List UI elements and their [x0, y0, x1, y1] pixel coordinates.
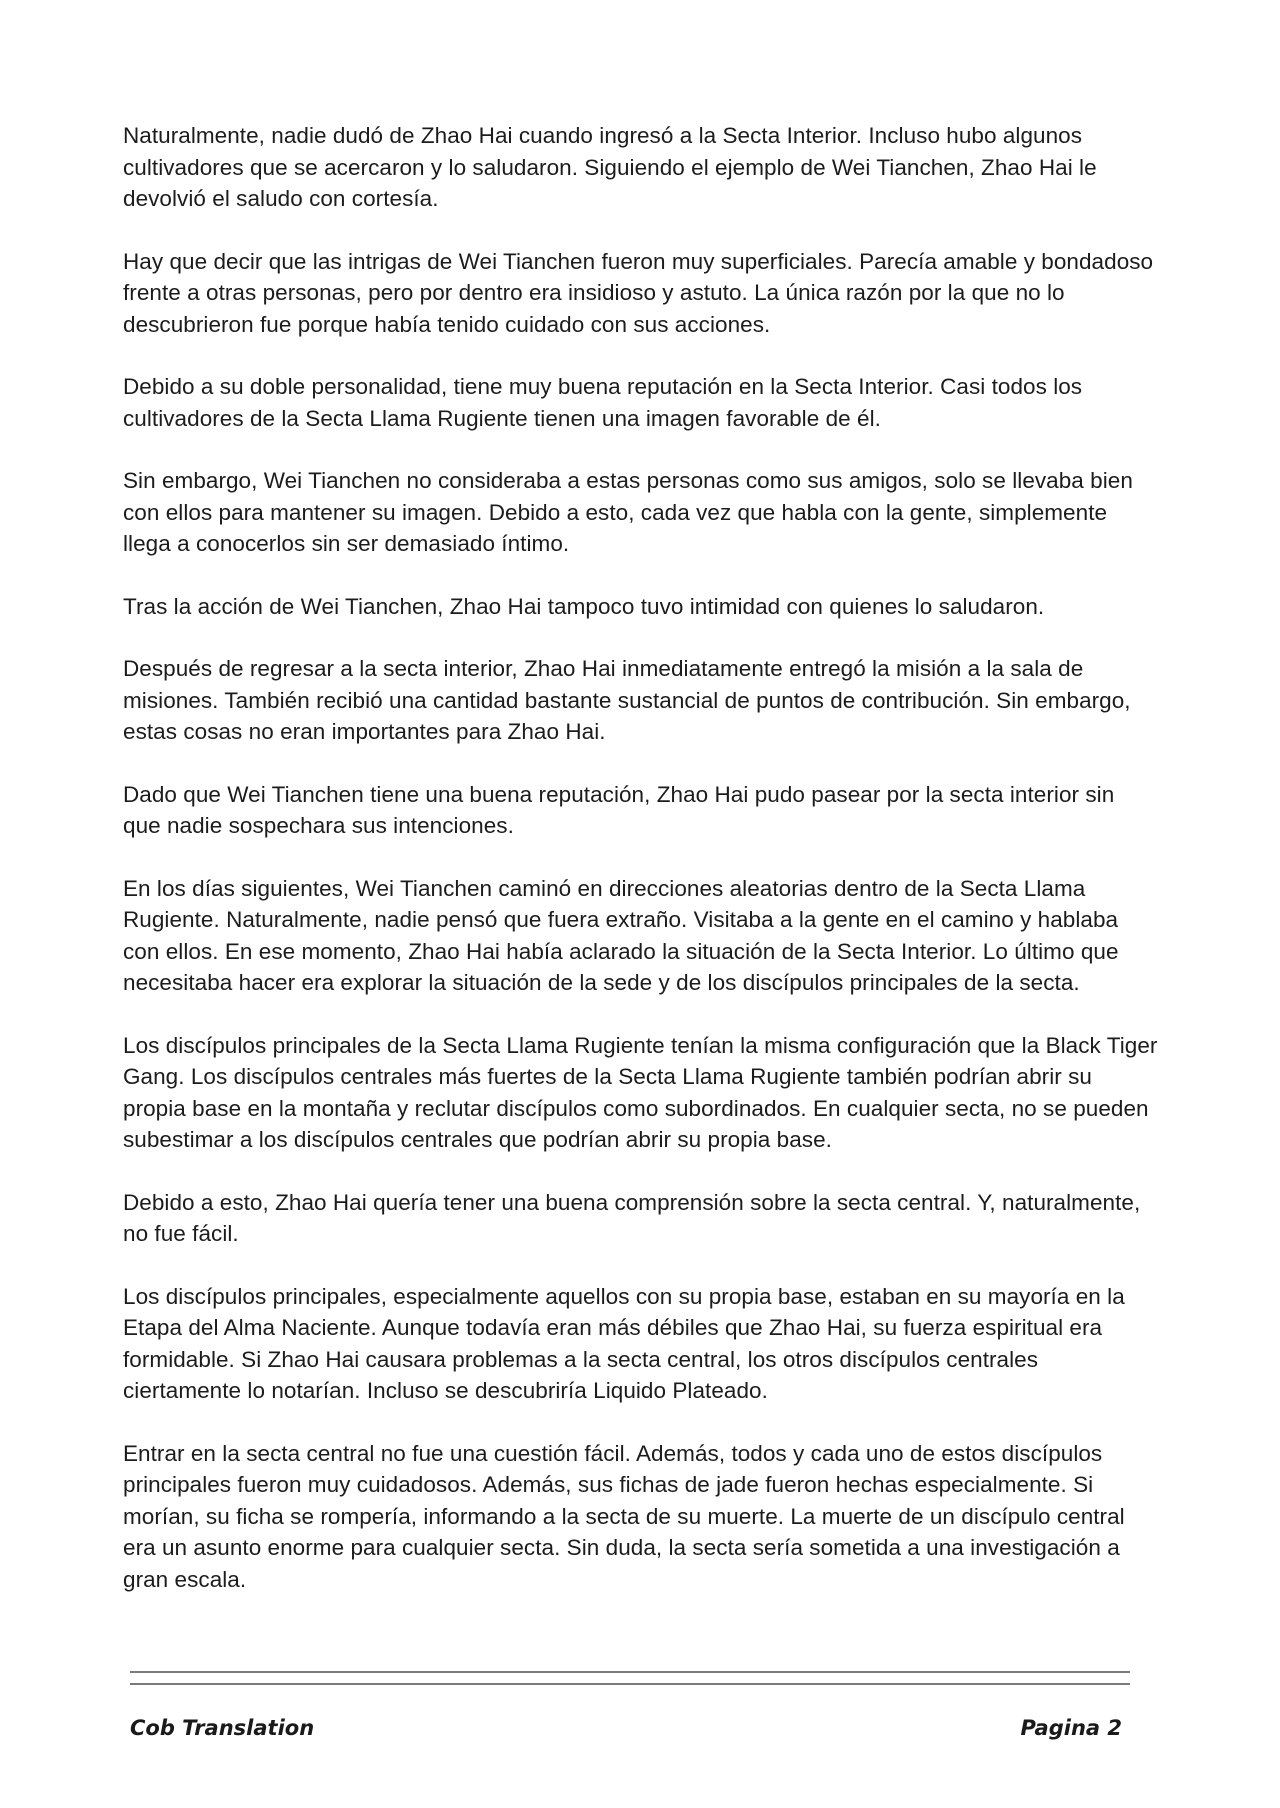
- paragraph: Debido a esto, Zhao Hai quería tener una buena comprensión sobre la secta central. Y, naturalmente, no fue fácil.: [123, 1189, 1141, 1246]
- paragraph: Los discípulos principales, especialmente aquellos con su propia base, estaban en su mayoría en la Etapa del Alma Naciente. Aunque todavía eran más débiles que Zhao Hai, su fuerza espiritual era formidable. Si Zhao Hai causara problemas a la secta central, los otros discípulos centrales ciertamente lo notarían. Incluso se descubriría Liquido Plateado.: [123, 1283, 1125, 1403]
- footer-divider-top: [130, 1671, 1130, 1673]
- paragraph: Hay que decir que las intrigas de Wei Tianchen fueron muy superficiales. Parecía amable y bondadoso frente a otras personas, pero por dentro era insidioso y astuto. La única razón por la que no lo descubrieron fue porque había tenido cuidado con sus acciones.: [123, 248, 1154, 337]
- footer-translator-credit: Cob Translation: [130, 1716, 315, 1740]
- footer-divider-bottom: [130, 1683, 1130, 1685]
- paragraph: Después de regresar a la secta interior, Zhao Hai inmediatamente entregó la misión a la sala de misiones. También recibió una cantidad bastante sustancial de puntos de contribución. Sin embargo, estas cosas no eran importantes para Zhao Hai.: [123, 656, 1131, 744]
- paragraph: Debido a su doble personalidad, tiene muy buena reputación en la Secta Interior. Casi todos los cultivadores de la Secta Llama Rugiente tienen una imagen favorable de él.: [123, 374, 1083, 431]
- paragraph: Dado que Wei Tianchen tiene una buena reputación, Zhao Hai pudo pasear por la secta interior sin que nadie sospechara sus intenciones.: [123, 781, 1115, 838]
- paragraph: Sin embargo, Wei Tianchen no consideraba a estas personas como sus amigos, solo se llevaba bien con ellos para mantener su imagen. Debido a esto, cada vez que habla con la gente, simplemente llega a conocerlos sin ser demasiado íntimo.: [123, 468, 1133, 556]
- paragraph: Tras la acción de Wei Tianchen, Zhao Hai tampoco tuvo intimidad con quienes lo saludaron.: [123, 593, 1045, 619]
- paragraph: Los discípulos principales de la Secta Llama Rugiente tenían la misma configuración que la Black Tiger Gang. Los discípulos centrales más fuertes de la Secta Llama Rugiente también podrían abrir su propia base en la montaña y reclutar discípulos como subordinados. En cualquier secta, no se pueden subestimar a los discípulos centrales que podrían abrir su propia base.: [123, 1032, 1158, 1152]
- footer-page-number: Pagina 2: [1020, 1716, 1122, 1740]
- paragraph: Naturalmente, nadie dudó de Zhao Hai cuando ingresó a la Secta Interior. Incluso hubo algunos cultivadores que se acercaron y lo saludaron. Siguiendo el ejemplo de Wei Tianchen, Zhao Hai le devolvió el saludo con cortesía.: [123, 123, 1097, 211]
- paragraph: En los días siguientes, Wei Tianchen caminó en direcciones aleatorias dentro de la Secta Llama Rugiente. Naturalmente, nadie pensó que fuera extraño. Visitaba a la gente en el camino y hablaba con ellos. En ese momento, Zhao Hai había aclarado la situación de la Secta Interior. Lo último que necesitaba hacer era explorar la situación de la sede y de los discípulos principales de la secta.: [123, 875, 1119, 995]
- paragraph: Entrar en la secta central no fue una cuestión fácil. Además, todos y cada uno de estos discípulos principales fueron muy cuidadosos. Además, sus fichas de jade fueron hechas especialmente. Si morían, su ficha se rompería, informando a la secta de su muerte. La muerte de un discípulo central era un asunto enorme para cualquier secta. Sin duda, la secta sería sometida a una investigación a gran escala.: [123, 1440, 1125, 1592]
- document-body: [123, 120, 1158, 1626]
